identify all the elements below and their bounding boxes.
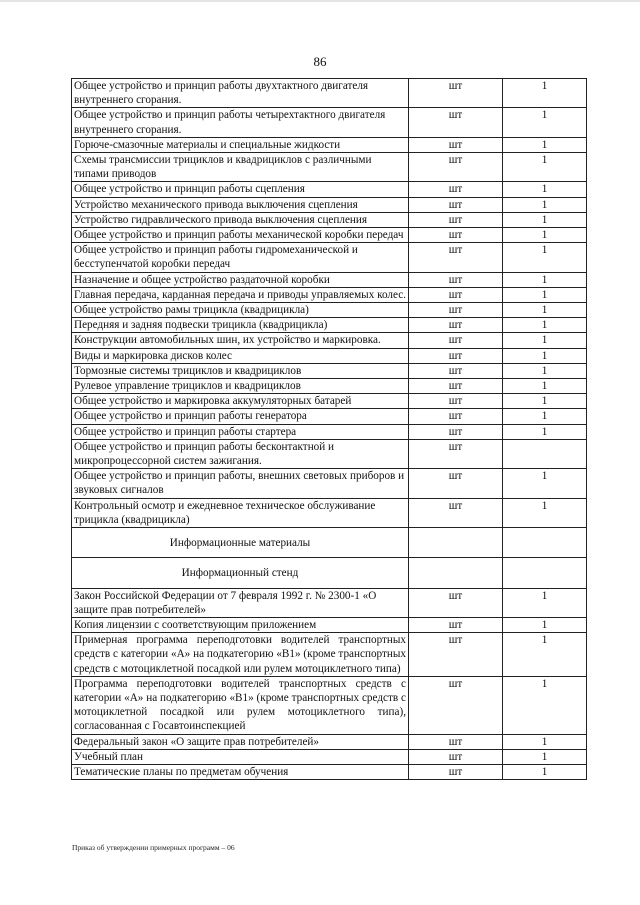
- item-quantity: 1: [503, 333, 587, 348]
- item-quantity: 1: [503, 287, 587, 302]
- item-unit: шт: [409, 588, 503, 617]
- item-name: Общее устройство и принцип работы генератора: [72, 409, 409, 424]
- empty-cell: [409, 528, 503, 558]
- item-quantity: 1: [503, 153, 587, 182]
- item-unit: шт: [409, 287, 503, 302]
- table-row: [72, 749, 587, 764]
- table-row: [72, 272, 587, 287]
- item-unit: шт: [409, 153, 503, 182]
- item-quantity: 1: [503, 498, 587, 527]
- subsection-title: Информационный стенд: [72, 558, 409, 588]
- item-unit: шт: [409, 379, 503, 394]
- item-name: Общее устройство и принцип работы гидромеханической и бесступенчатой коробки передач: [72, 243, 409, 272]
- item-quantity: 1: [503, 272, 587, 287]
- item-quantity: 1: [503, 348, 587, 363]
- table-row: [72, 734, 587, 749]
- item-unit: шт: [409, 197, 503, 212]
- item-unit: шт: [409, 676, 503, 734]
- table-row: [72, 137, 587, 152]
- item-name: Главная передача, карданная передача и приводы управляемых колес.: [72, 287, 409, 302]
- item-name: Закон Российской Федерации от 7 февраля 1992 г. № 2300-1 «О защите прав потребителей»: [72, 588, 409, 617]
- item-name: Передняя и задняя подвески трицикла (квадрицикла): [72, 318, 409, 333]
- equipment-table: [71, 78, 587, 780]
- item-quantity: 1: [503, 469, 587, 498]
- item-quantity: 1: [503, 182, 587, 197]
- item-unit: шт: [409, 394, 503, 409]
- item-name: Программа переподготовки водителей транспортных средств с категории «А» на подкатегорию «В1» (кроме транспортных средств с мотоциклетной посадкой или рулем мотоциклетного типа), согласованная с Госавтоинспекцией: [72, 676, 409, 734]
- item-unit: шт: [409, 243, 503, 272]
- item-name: Федеральный закон «О защите прав потребителей»: [72, 734, 409, 749]
- item-unit: шт: [409, 272, 503, 287]
- item-quantity: 1: [503, 243, 587, 272]
- item-name: Общее устройство и принцип работы сцепления: [72, 182, 409, 197]
- item-unit: шт: [409, 409, 503, 424]
- item-unit: шт: [409, 617, 503, 632]
- item-name: Рулевое управление трициклов и квадрициклов: [72, 379, 409, 394]
- item-name: Конструкции автомобильных шин, их устройство и маркировка.: [72, 333, 409, 348]
- item-unit: шт: [409, 498, 503, 527]
- item-quantity: 1: [503, 303, 587, 318]
- item-name: Устройство гидравлического привода выключения сцепления: [72, 212, 409, 227]
- item-name: Общее устройство и принцип работы двухтактного двигателя внутреннего сгорания.: [72, 79, 409, 108]
- item-unit: шт: [409, 348, 503, 363]
- equipment-table-body: [72, 79, 587, 780]
- item-name: Тематические планы по предметам обучения: [72, 764, 409, 779]
- item-unit: шт: [409, 633, 503, 677]
- table-row: [72, 764, 587, 779]
- item-quantity: 1: [503, 137, 587, 152]
- item-unit: шт: [409, 749, 503, 764]
- item-quantity: 1: [503, 394, 587, 409]
- table-row: [72, 243, 587, 272]
- item-name: Учебный план: [72, 749, 409, 764]
- empty-cell: [503, 528, 587, 558]
- item-unit: шт: [409, 212, 503, 227]
- item-unit: шт: [409, 318, 503, 333]
- item-quantity: 1: [503, 228, 587, 243]
- item-name: Примерная программа переподготовки водителей транспортных средств с категории «А» на подкатегорию «В1» (кроме транспортных средств с мотоциклетной посадкой или рулем мотоциклетного типа): [72, 633, 409, 677]
- item-quantity: 1: [503, 212, 587, 227]
- item-name: Тормозные системы трициклов и квадрициклов: [72, 363, 409, 378]
- item-quantity: 1: [503, 424, 587, 439]
- table-row: [72, 439, 587, 468]
- table-row: [72, 79, 587, 108]
- item-name: Схемы трансмиссии трициклов и квадрициклов с различными типами приводов: [72, 153, 409, 182]
- item-name: Общее устройство и принцип работы бесконтактной и микропроцессорной систем зажигания.: [72, 439, 409, 468]
- item-name: Горюче-смазочные материалы и специальные жидкости: [72, 137, 409, 152]
- table-row: [72, 409, 587, 424]
- page-footer: Приказ об утверждении примерных программ – 06: [72, 843, 235, 852]
- table-row: [72, 182, 587, 197]
- item-name: Виды и маркировка дисков колес: [72, 348, 409, 363]
- table-row: [72, 363, 587, 378]
- item-quantity: 1: [503, 633, 587, 677]
- empty-cell: [409, 558, 503, 588]
- item-unit: шт: [409, 182, 503, 197]
- item-unit: шт: [409, 439, 503, 468]
- item-unit: шт: [409, 424, 503, 439]
- table-row: [72, 108, 587, 137]
- item-unit: шт: [409, 303, 503, 318]
- table-row: [72, 379, 587, 394]
- item-quantity: 1: [503, 749, 587, 764]
- page-number: 86: [313, 54, 327, 69]
- table-row: [72, 617, 587, 632]
- item-quantity: 1: [503, 79, 587, 108]
- item-unit: шт: [409, 137, 503, 152]
- item-unit: шт: [409, 469, 503, 498]
- item-unit: шт: [409, 734, 503, 749]
- item-name: Общее устройство рамы трицикла (квадрицикла): [72, 303, 409, 318]
- item-quantity: [503, 439, 587, 468]
- item-unit: шт: [409, 333, 503, 348]
- table-row: [72, 318, 587, 333]
- table-row: [72, 498, 587, 527]
- item-name: Общее устройство и принцип работы четырехтактного двигателя внутреннего сгорания.: [72, 108, 409, 137]
- item-unit: шт: [409, 764, 503, 779]
- item-quantity: 1: [503, 409, 587, 424]
- table-row: [72, 197, 587, 212]
- table-row: [72, 348, 587, 363]
- item-quantity: 1: [503, 617, 587, 632]
- empty-cell: [503, 558, 587, 588]
- item-quantity: 1: [503, 379, 587, 394]
- table-row: [72, 424, 587, 439]
- item-quantity: 1: [503, 318, 587, 333]
- item-quantity: 1: [503, 108, 587, 137]
- page-top-edge: [0, 0, 640, 2]
- item-name: Общее устройство и маркировка аккумуляторных батарей: [72, 394, 409, 409]
- item-name: Копия лицензии с соответствующим приложением: [72, 617, 409, 632]
- item-name: Общее устройство и принцип работы стартера: [72, 424, 409, 439]
- table-row: [72, 394, 587, 409]
- table-row: [72, 676, 587, 734]
- table-row: [72, 212, 587, 227]
- section-row: [72, 558, 587, 588]
- item-unit: шт: [409, 108, 503, 137]
- table-row: [72, 633, 587, 677]
- table-row: [72, 228, 587, 243]
- item-quantity: 1: [503, 734, 587, 749]
- item-quantity: 1: [503, 588, 587, 617]
- table-row: [72, 333, 587, 348]
- item-unit: шт: [409, 363, 503, 378]
- item-unit: шт: [409, 79, 503, 108]
- item-quantity: 1: [503, 363, 587, 378]
- item-name: Общее устройство и принцип работы механической коробки передач: [72, 228, 409, 243]
- item-unit: шт: [409, 228, 503, 243]
- section-title: Информационные материалы: [72, 528, 409, 558]
- item-name: Контрольный осмотр и ежедневное техническое обслуживание трицикла (квадрицикла): [72, 498, 409, 527]
- item-quantity: 1: [503, 676, 587, 734]
- table-row: [72, 588, 587, 617]
- item-quantity: 1: [503, 197, 587, 212]
- item-name: Общее устройство и принцип работы, внешних световых приборов и звуковых сигналов: [72, 469, 409, 498]
- item-quantity: 1: [503, 764, 587, 779]
- item-name: Устройство механического привода выключения сцепления: [72, 197, 409, 212]
- section-row: [72, 528, 587, 558]
- item-name: Назначение и общее устройство раздаточной коробки: [72, 272, 409, 287]
- table-row: [72, 153, 587, 182]
- table-row: [72, 287, 587, 302]
- table-row: [72, 469, 587, 498]
- table-row: [72, 303, 587, 318]
